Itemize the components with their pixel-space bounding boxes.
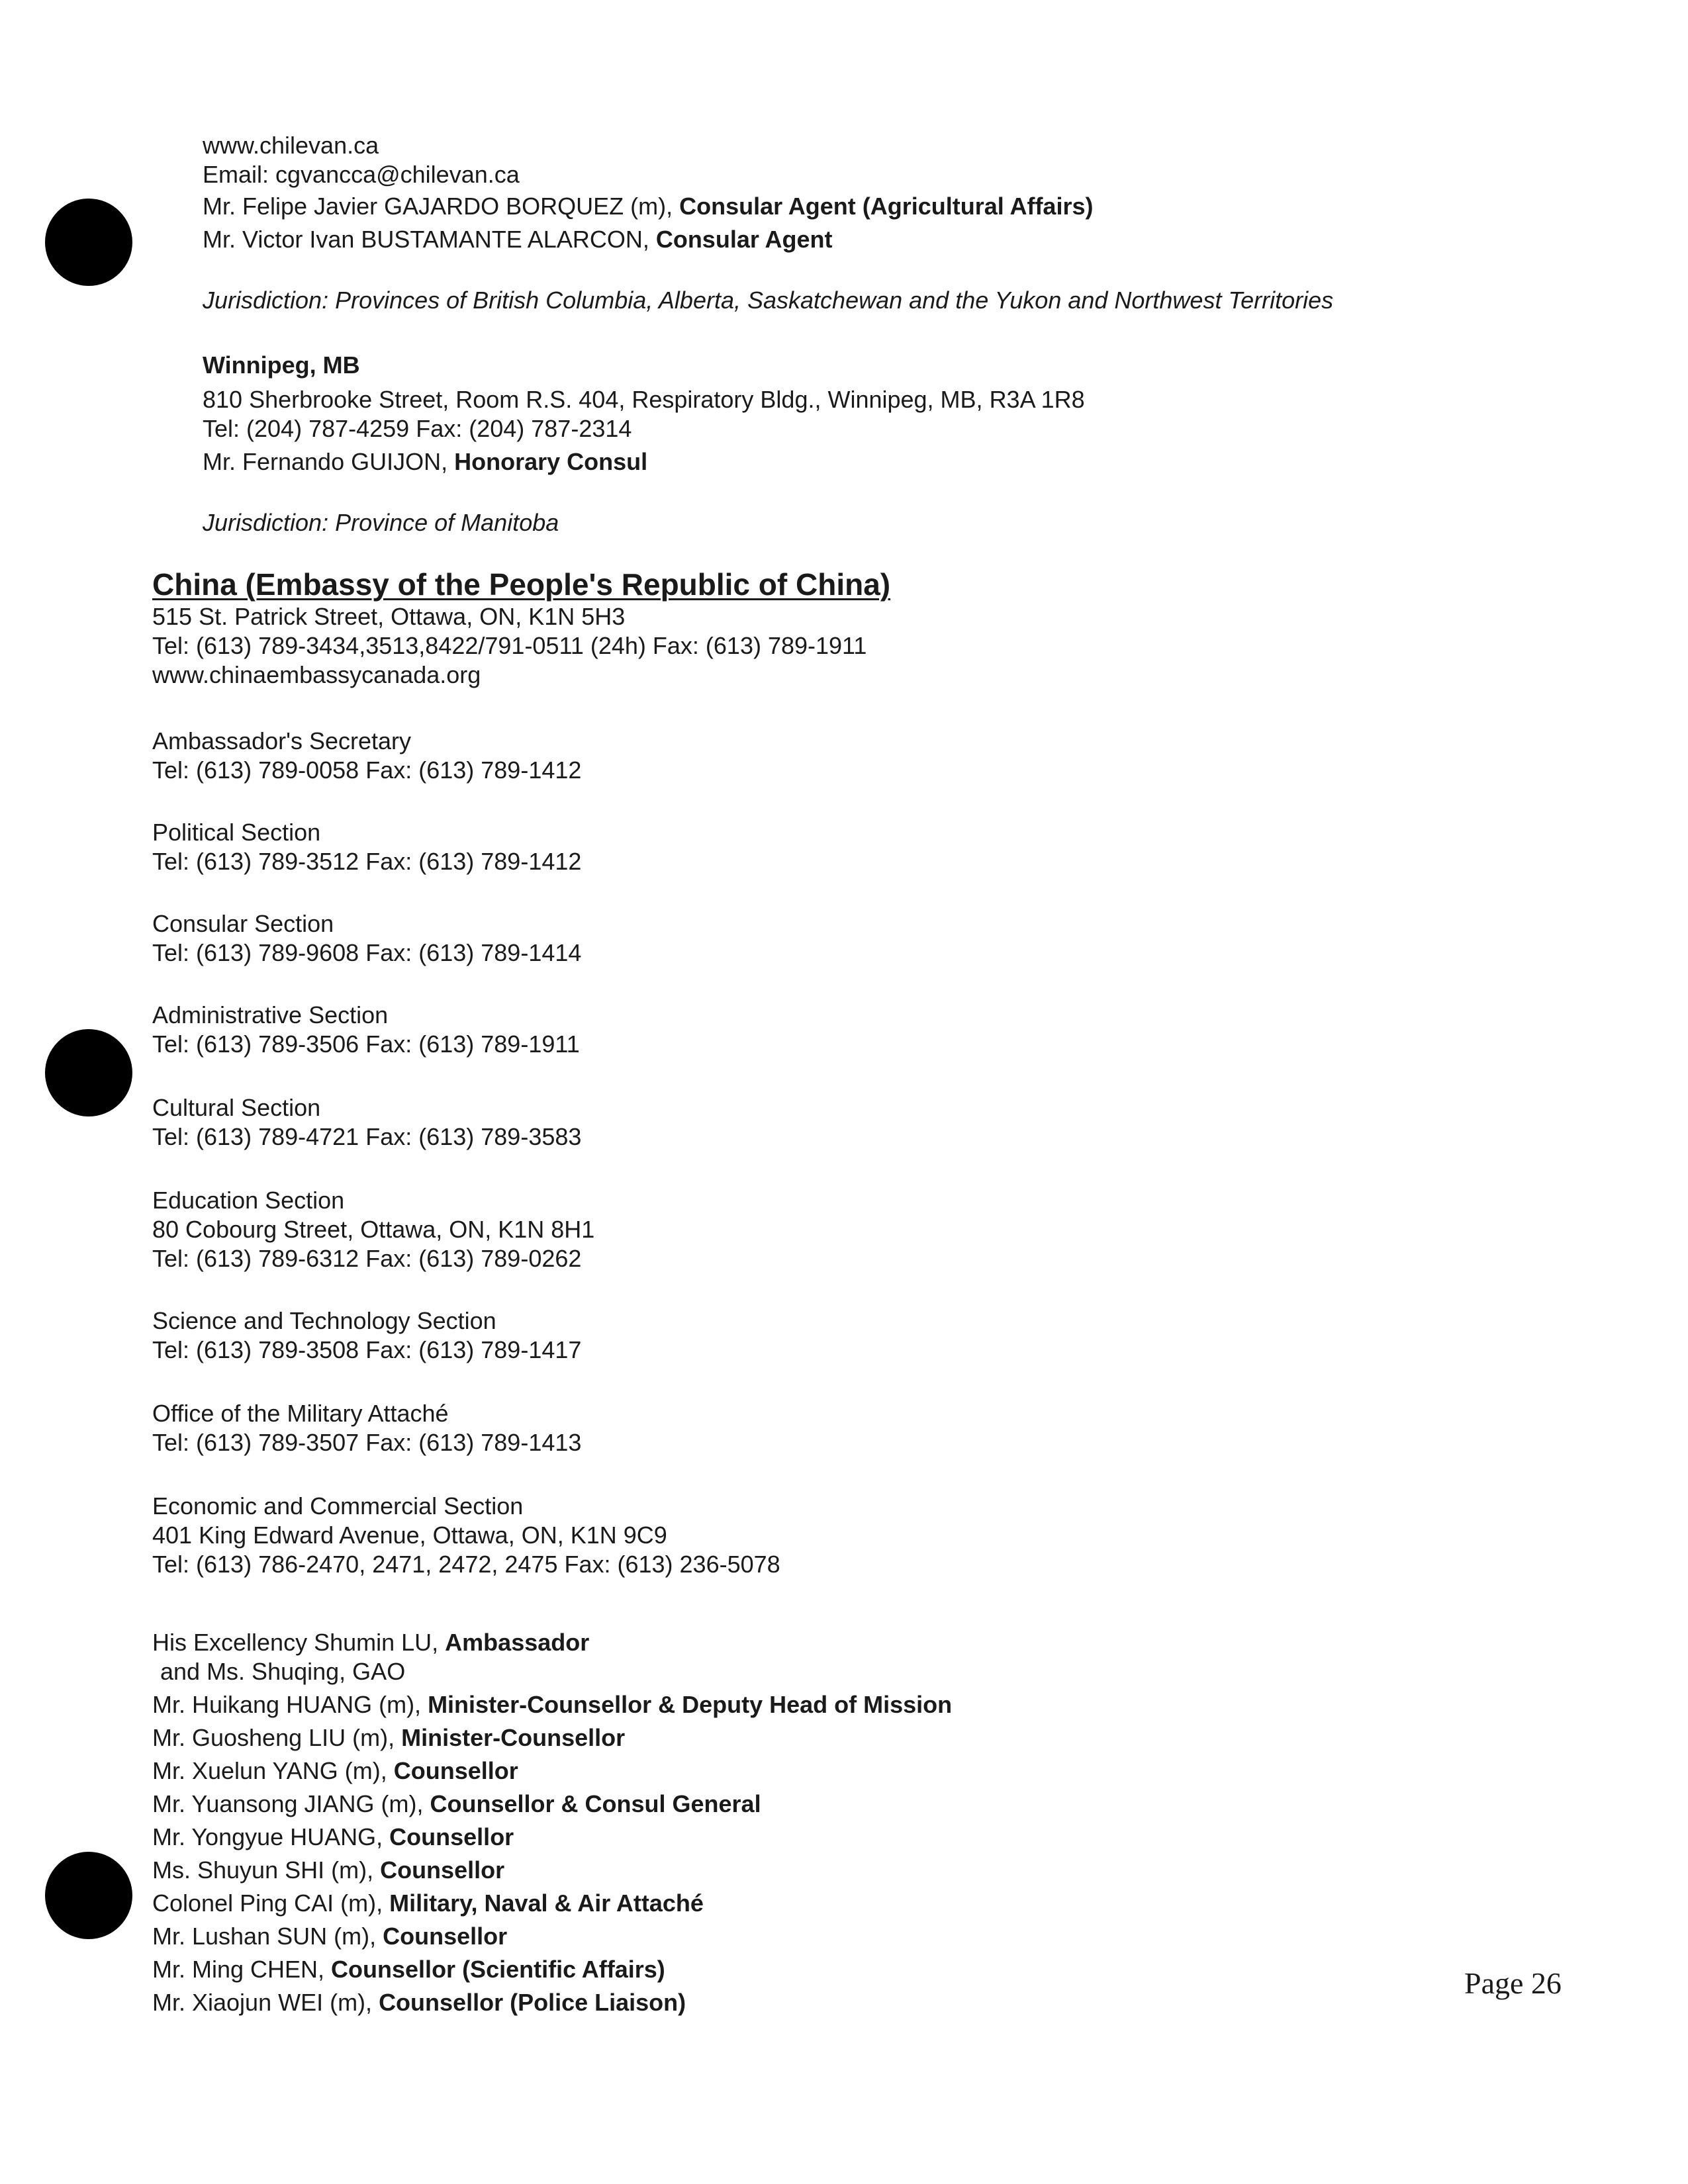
staff-name: Mr. Xuelun YANG (m), (152, 1757, 394, 1784)
staff-title: Counsellor (380, 1856, 505, 1884)
section-political (152, 818, 581, 876)
winnipeg-office (203, 351, 1085, 477)
staff-name: Mr. Victor Ivan BUSTAMANTE ALARCON, (203, 226, 656, 253)
staff-name: Mr. Xiaojun WEI (m), (152, 1989, 379, 2016)
section-science-technology (152, 1306, 581, 1365)
staff-name: Mr. Felipe Javier GAJARDO BORQUEZ (m), (203, 193, 680, 220)
ambassador-spouse: and Ms. Shuqing, GAO (160, 1658, 406, 1685)
email-link[interactable]: Email: cgvancca@chilevan.ca (203, 161, 520, 188)
staff-name: Mr. Guosheng LIU (m), (152, 1724, 402, 1751)
section-phone: Tel: (613) 786-2470, 2471, 2472, 2475 Fax: (613) 236-5078 (152, 1551, 780, 1578)
section-name: Consular Section (152, 910, 334, 937)
staff-title: Consular Agent (Agricultural Affairs) (679, 193, 1094, 220)
staff-name: Mr. Lushan SUN (m), (152, 1923, 383, 1950)
staff-entry (152, 1690, 952, 1719)
china-staff-list (152, 1628, 952, 2017)
section-phone: Tel: (613) 789-3507 Fax: (613) 789-1413 (152, 1429, 582, 1456)
staff-entry (152, 1756, 952, 1786)
staff-title: Ambassador (445, 1629, 590, 1656)
section-phone: Tel: (613) 789-9608 Fax: (613) 789-1414 (152, 939, 582, 966)
section-name: Cultural Section (152, 1094, 321, 1121)
staff-name: Mr. Ming CHEN, (152, 1956, 332, 1983)
staff-entry (152, 1790, 952, 1819)
china-embassy-header (152, 567, 890, 690)
section-phone: Tel: (613) 789-0058 Fax: (613) 789-1412 (152, 756, 582, 784)
section-education (152, 1186, 594, 1273)
section-name: Political Section (152, 819, 321, 846)
section-phone: Tel: (613) 789-3512 Fax: (613) 789-1412 (152, 848, 582, 875)
country-heading: China (Embassy of the People's Republic of China) (152, 567, 891, 602)
office-phone: Tel: (204) 787-4259 Fax: (204) 787-2314 (203, 415, 632, 442)
binder-hole-middle (45, 1029, 132, 1116)
staff-entry (152, 1922, 952, 1951)
staff-title: Counsellor (Police Liaison) (379, 1989, 686, 2016)
staff-title: Counsellor (383, 1923, 508, 1950)
section-economic-commercial (152, 1492, 780, 1579)
staff-title: Counsellor (389, 1823, 514, 1850)
section-consular (152, 909, 581, 968)
section-administrative (152, 1001, 580, 1059)
staff-name: Colonel Ping CAI (m), (152, 1889, 390, 1917)
staff-entry (152, 1955, 952, 1984)
ambassador-entry (152, 1628, 952, 1657)
section-address: 401 King Edward Avenue, Ottawa, ON, K1N 9C9 (152, 1522, 667, 1549)
binder-hole-bottom (45, 1852, 132, 1939)
staff-name: Ms. Shuyun SHI (m), (152, 1856, 381, 1884)
chile-vancouver-staff-list (203, 192, 1093, 254)
staff-title: Military, Naval & Air Attaché (389, 1889, 704, 1917)
section-cultural (152, 1093, 581, 1152)
section-name: Economic and Commercial Section (152, 1492, 524, 1520)
website-link[interactable]: www.chinaembassycanada.org (152, 661, 481, 688)
section-name: Education Section (152, 1187, 345, 1214)
staff-name: Mr. Huikang HUANG (m), (152, 1691, 428, 1718)
section-phone: Tel: (613) 789-3508 Fax: (613) 789-1417 (152, 1336, 582, 1363)
staff-title: Consular Agent (655, 226, 833, 253)
section-name: Administrative Section (152, 1001, 389, 1028)
staff-entry (152, 1889, 952, 1918)
embassy-phone: Tel: (613) 789-3434,3513,8422/791-0511 (24h) Fax: (613) 789-1911 (152, 632, 867, 659)
staff-name: Mr. Yuansong JIANG (m), (152, 1790, 430, 1817)
staff-entry (152, 1856, 952, 1885)
office-heading: Winnipeg, MB (203, 351, 360, 379)
staff-entry (152, 1723, 952, 1752)
section-address: 80 Cobourg Street, Ottawa, ON, K1N 8H1 (152, 1216, 595, 1243)
staff-title: Counsellor (Scientific Affairs) (331, 1956, 665, 1983)
staff-entry (152, 1823, 952, 1852)
section-phone: Tel: (613) 789-3506 Fax: (613) 789-1911 (152, 1030, 580, 1058)
staff-entry (152, 1988, 952, 2017)
staff-name: His Excellency Shumin LU, (152, 1629, 445, 1656)
staff-title: Counsellor (393, 1757, 518, 1784)
website-link[interactable]: www.chilevan.ca (203, 132, 379, 159)
staff-entry (203, 447, 1085, 477)
section-military-attache (152, 1399, 581, 1457)
section-phone: Tel: (613) 789-4721 Fax: (613) 789-3583 (152, 1123, 582, 1150)
staff-title: Minister-Counsellor & Deputy Head of Mission (428, 1691, 953, 1718)
embassy-address: 515 St. Patrick Street, Ottawa, ON, K1N 5H3 (152, 603, 626, 630)
office-address: 810 Sherbrooke Street, Room R.S. 404, Respiratory Bldg., Winnipeg, MB, R3A 1R8 (203, 386, 1085, 413)
section-name: Office of the Military Attaché (152, 1400, 449, 1427)
staff-entry (203, 192, 1093, 221)
binder-hole-top (45, 199, 132, 286)
section-phone: Tel: (613) 789-6312 Fax: (613) 789-0262 (152, 1245, 582, 1272)
staff-title: Counsellor & Consul General (430, 1790, 761, 1817)
jurisdiction-note: Jurisdiction: Provinces of British Columbia, Alberta, Saskatchewan and the Yukon and Northwest Territories (203, 287, 1334, 314)
staff-entry (203, 225, 1093, 254)
section-name: Science and Technology Section (152, 1307, 496, 1334)
chile-vancouver-contact (203, 131, 520, 189)
staff-name: Mr. Yongyue HUANG, (152, 1823, 390, 1850)
section-name: Ambassador's Secretary (152, 727, 412, 754)
staff-name: Mr. Fernando GUIJON, (203, 448, 455, 475)
page-number: Page 26 (1464, 1966, 1562, 2000)
jurisdiction-note: Jurisdiction: Province of Manitoba (203, 509, 559, 536)
staff-title: Minister-Counsellor (401, 1724, 626, 1751)
section-ambassadors-secretary (152, 727, 581, 785)
staff-title: Honorary Consul (454, 448, 648, 475)
